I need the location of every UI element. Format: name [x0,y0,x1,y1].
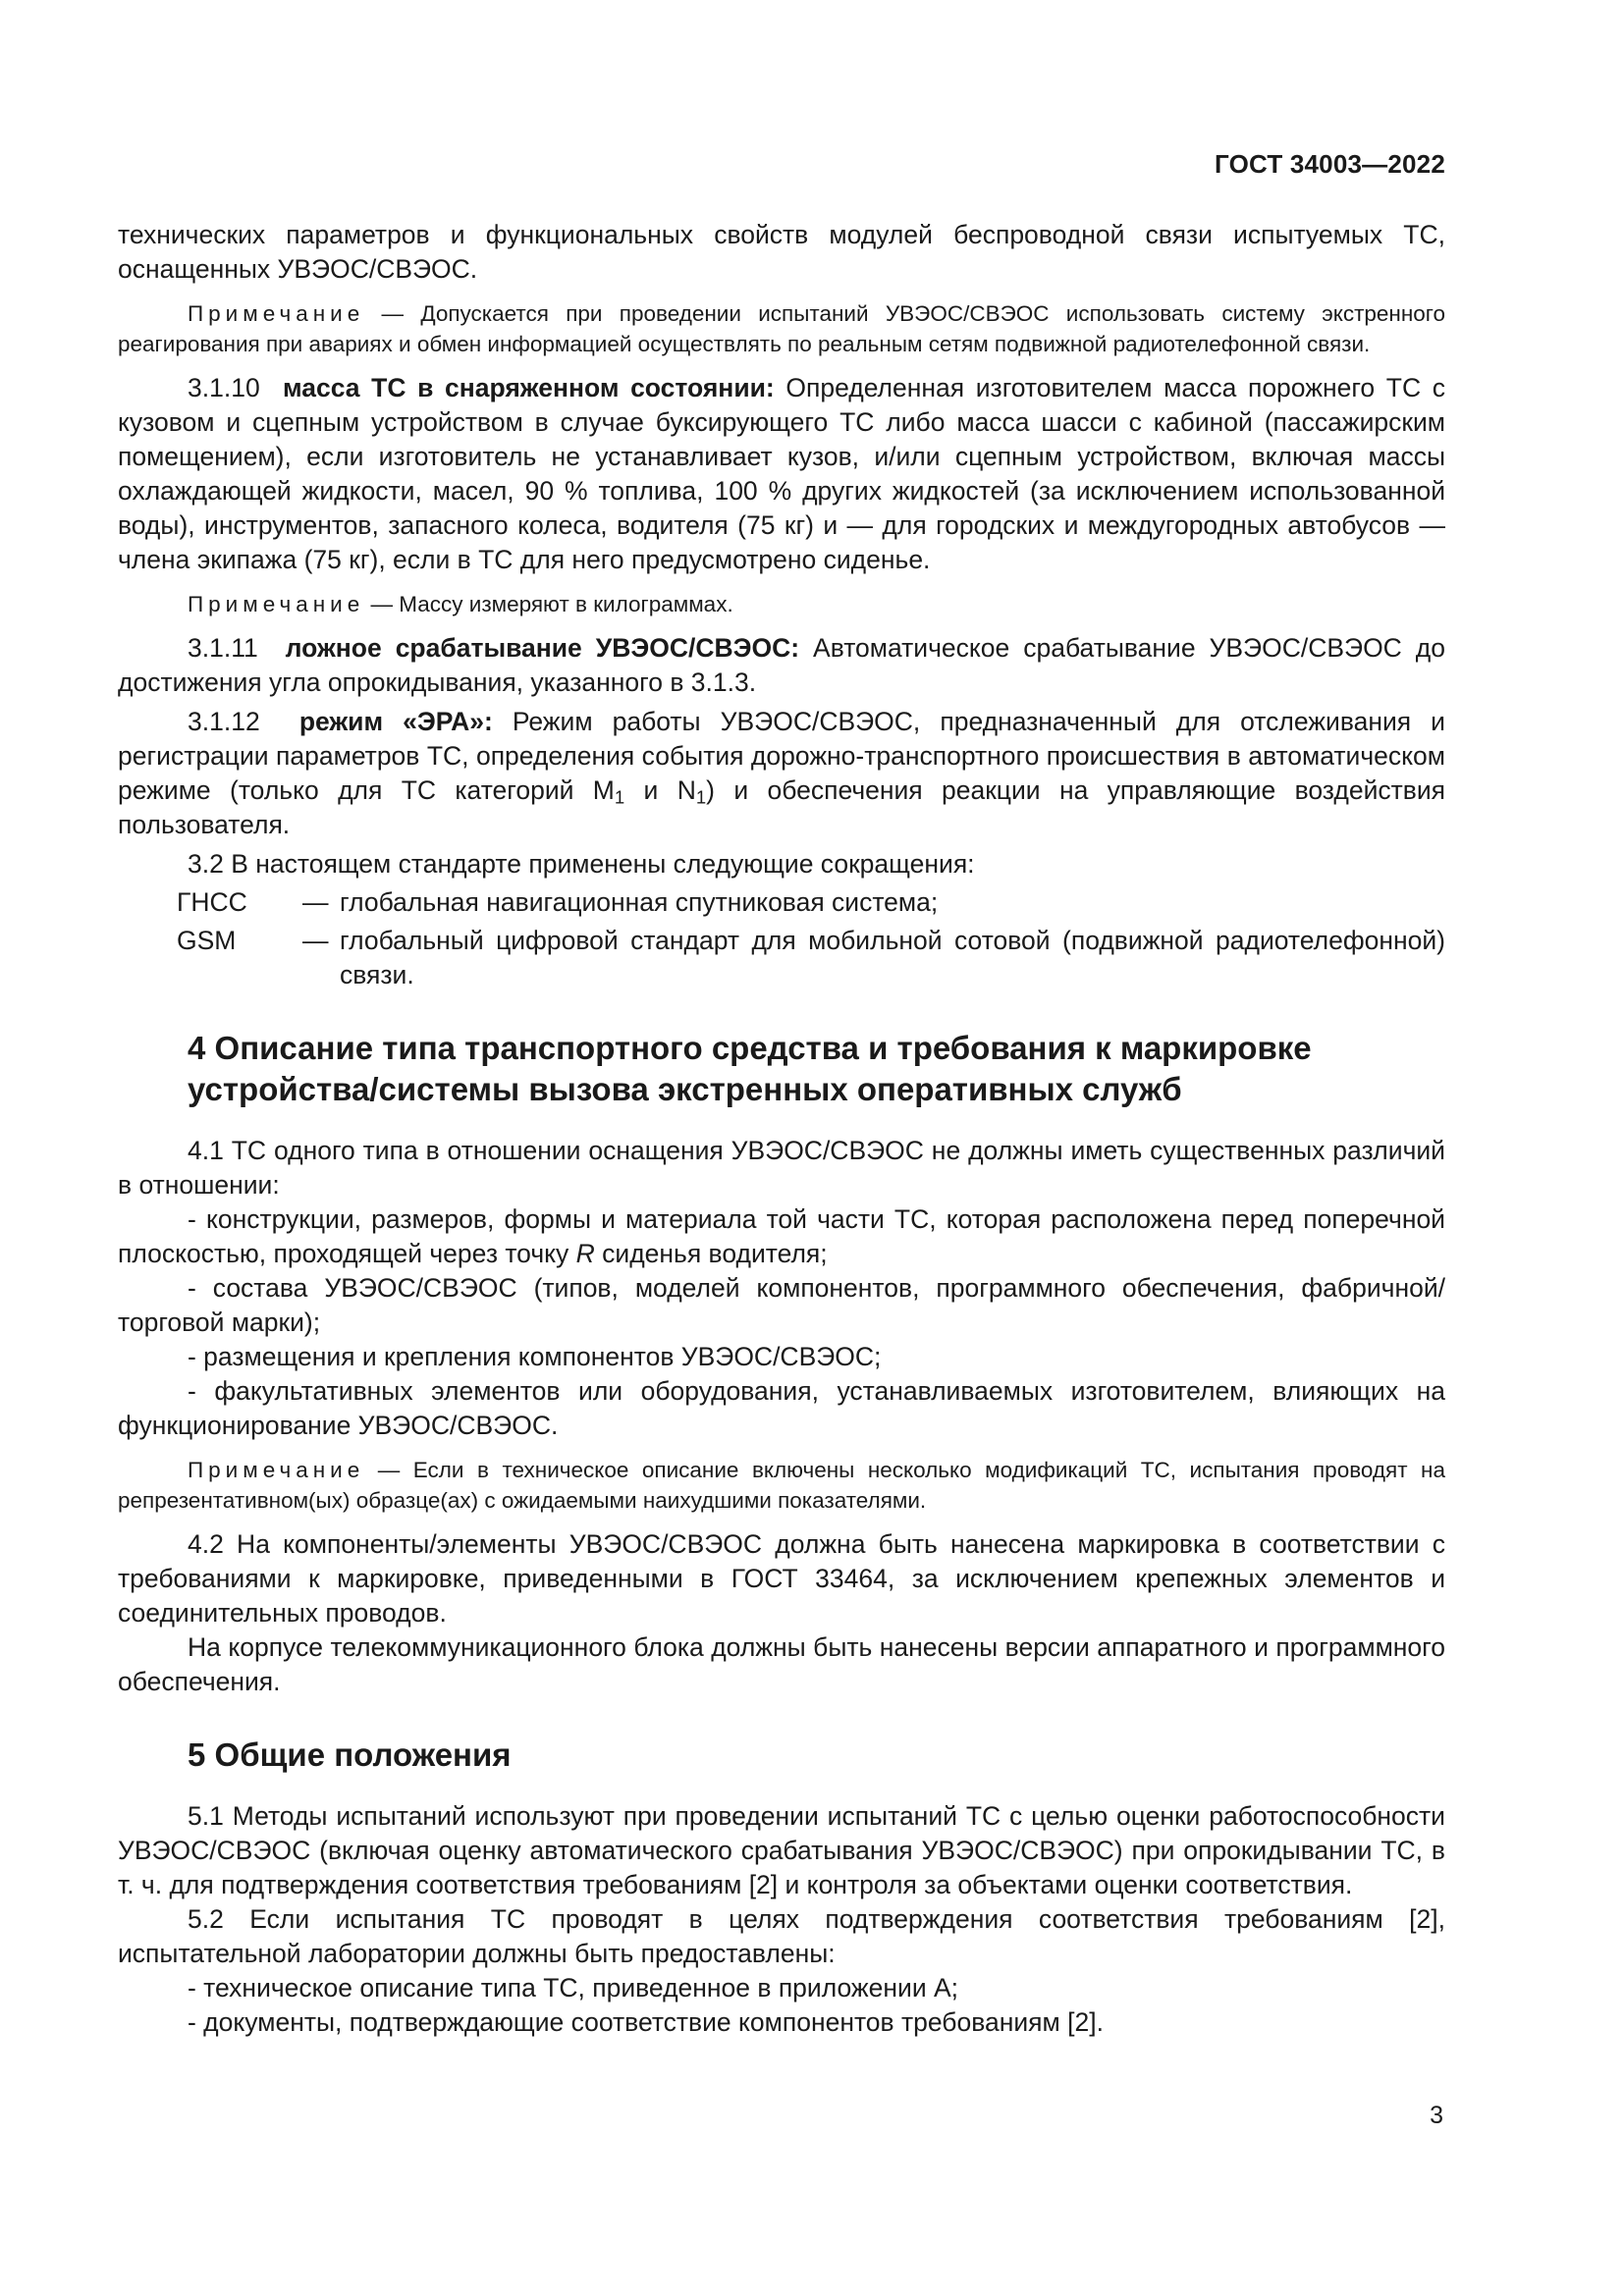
note-label: Примечание [188,592,365,616]
note-3 [118,1455,1445,1516]
clause-text: Определенная изготовителем масса порожнего ТС с кузовом и сцепным устройством в случае буксирующего ТС либо масса шасси с кабиной (пассажирским помещением), если изготовитель не устанавливает кузов, и/или сцепным устройством, включая массы охлаждающей жидкости, масел, 90 % топлива, 100 % других жидкостей (за исключением использованной воды), инструментов, запасного колеса, водителя (75 кг) и — для городских и междугородных автобусов — члена экипажа (75 кг), если в ТС для него предусмотрено сиденье. [118,373,1446,574]
clause-term: ложное срабатывание УВЭОС/СВЭОС: [285,633,800,663]
list-item: - факультативных элементов или оборудования, устанавливаемых изготовителем, влияющих на функционирование УВЭОС/СВЭОС. [118,1376,1445,1440]
clause-term: режим «ЭРА»: [298,707,493,736]
clause-number: 3.1.11 [188,633,258,663]
list-item-text-b: сиденья водителя; [594,1239,828,1268]
clause-3-1-10 [118,371,1445,577]
note-text: — Если в техническое описание включены несколько модификаций ТС, испытания проводят на репрезентативном(ых) образце(ах) с ожидаемыми наихудшими показателями. [118,1458,1445,1513]
list-item: - техническое описание типа ТС, приведенное в приложении А; [188,1973,959,2002]
heading-line-1: 4 Описание типа транспортного средства и требования к маркировке [188,1030,1312,1066]
clause-3-1-11 [118,631,1445,700]
list-item [118,1202,1445,1271]
clause-4-2: 4.2 На компоненты/элементы УВЭОС/СВЭОС должна быть нанесена маркировка в соответствии с требованиями к маркировке, приведенными в ГОСТ 33464, за исключением крепежных элементов и соединительных проводов. [118,1529,1445,1628]
clause-text-c: ) и обеспечения реакции на управляющие воздействия пользователя. [118,775,1445,839]
heading-line-2: устройства/системы вызова экстренных оперативных служб [188,1071,1182,1107]
clause-3-1-12 [118,705,1445,842]
abbreviation-row [118,924,1445,992]
clause-3-2: 3.2 В настоящем стандарте применены следующие сокращения: [188,849,975,879]
section-5-heading: 5 Общие положения [188,1736,512,1773]
page-number: 3 [1430,2102,1443,2129]
clause-number: 3.1.12 [188,707,260,736]
abbreviation-key: ГНСС [177,887,247,917]
abbreviation-dash: — [302,926,329,955]
note-text: — Допускается при проведении испытаний УВЭОС/СВЭОС использовать систему экстренного реагирования при авариях и обмен информацией осуществлять по реальным сетям подвижной радиотелефонной связи. [118,301,1445,356]
note-1 [118,298,1445,359]
note-label: Примечание [188,301,365,326]
abbreviation-key: GSM [177,926,237,955]
abbreviation-dash: — [302,887,329,917]
abbreviation-definition: глобальный цифровой стандарт для мобильной сотовой (подвижной радиотелефонной) связи. [340,926,1445,989]
note-2 [118,589,1445,619]
subscript-1: 1 [614,786,625,808]
clause-4-2-continued: На корпусе телекоммуникационного блока должны быть нанесены версии аппаратного и программного обеспечения. [118,1632,1445,1696]
list-item: - документы, подтверждающие соответствие компонентов требованиям [2]. [188,2007,1104,2037]
section-4-heading [188,1028,1445,1110]
list-item: - размещения и крепления компонентов УВЭОС/СВЭОС; [188,1342,882,1371]
clause-4-1: 4.1 ТС одного типа в отношении оснащения УВЭОС/СВЭОС не должны иметь существенных различий в отношении: [118,1136,1445,1200]
clause-5-2: 5.2 Если испытания ТС проводят в целях подтверждения соответствия требованиям [2], испытательной лаборатории должны быть предоставлены: [118,1904,1445,1968]
abbreviation-row [118,885,1445,920]
clause-number: 3.1.10 [188,373,260,402]
list-item-text-a: - конструкции, размеров, формы и материала той части ТС, которая расположена перед поперечной плоскостью, проходящей через точку [118,1204,1445,1268]
subscript-2: 1 [695,786,707,808]
clause-5-1: 5.1 Методы испытаний используют при проведении испытаний ТС с целью оценки работоспособности УВЭОС/СВЭОС (включая оценку автоматического срабатывания УВЭОС/СВЭОС) при опрокидывании ТС, в т. ч. для подтверждения соответствия требованиям [2] и контроля за объектами оценки соответствия. [118,1801,1445,1899]
abbreviation-definition: глобальная навигационная спутниковая система; [340,887,939,917]
intro-paragraph: технических параметров и функциональных свойств модулей беспроводной связи испытуемых ТС, оснащенных УВЭОС/СВЭОС. [118,220,1445,284]
list-item: - состава УВЭОС/СВЭОС (типов, моделей компонентов, программного обеспечения, фабричной/торговой марки); [118,1273,1445,1337]
clause-text: Автоматическое срабатывание УВЭОС/СВЭОС до достижения угла опрокидывания, указанного в 3.1.3. [118,633,1445,697]
document-id-header: ГОСТ 34003—2022 [1215,149,1445,179]
clause-text-b: и N [624,775,696,805]
point-r: R [575,1239,595,1268]
note-text: — Массу измеряют в килограммах. [364,592,733,616]
clause-term: масса ТС в снаряженном состоянии: [282,373,775,402]
document-body [118,218,1445,2040]
note-label: Примечание [188,1458,365,1482]
clause-text-a: Режим работы УВЭОС/СВЭОС, предназначенный для отслеживания и регистрации параметров ТС, определения события дорожно-транспортного происшествия в автоматическом режиме (только для ТС категорий М [118,707,1445,805]
